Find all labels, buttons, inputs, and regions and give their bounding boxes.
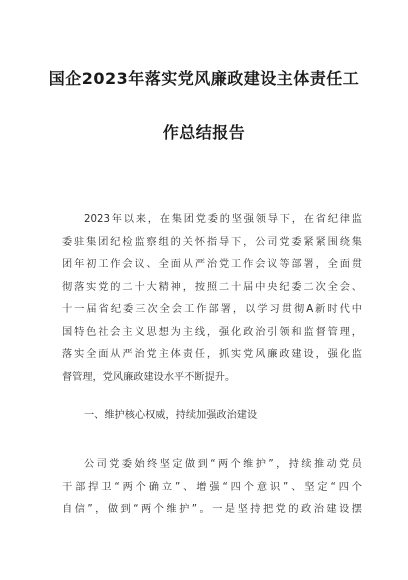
paragraph-line: 2023年以来，在集团党委的坚强领导下，在省纪律监 [84,214,362,225]
paragraph-line: 委驻集团纪检监察组的关怀指导下，公司党委紧紧围绕集 [62,236,362,248]
paragraph-line: 彻落实党的二十大精神，按照二十届中央纪委二次全会、 [62,281,362,293]
paragraph-line: 落实全面从严治党主体责任，抓实党风廉政建设，强化监 [62,349,362,360]
paragraph-line: 公司党委始终坚定做到“两个维护”，持续推动党员 [84,459,362,470]
document-title-line-1: 国企2023年落实党风廉政建设主体责任工 [48,69,360,88]
section-heading-1: 一、维护核心权威，持续加强政治建设 [84,410,258,421]
paragraph-line: 国特色社会主义思想为主线，强化政治引领和监督管理， [62,326,362,338]
paragraph-line: 督管理，党风廉政建设水平不断提升。 [62,371,236,383]
paragraph-line: 自信”，做到“两个维护”。一是坚持把党的政治建设摆 [62,504,362,515]
document-title-line-2: 作总结报告 [162,123,246,142]
paragraph-line: 团年初工作会议、全面从严治党工作会议等部署，全面贯 [62,259,362,270]
paragraph-line: 干部捍卫“两个确立”、增强“四个意识”、坚定“四个 [62,481,362,493]
paragraph-line: 十一届省纪委三次全会工作部署，以学习贯彻A新时代中 [62,304,362,315]
paragraph-intro [62,209,362,389]
paragraph-section-1 [62,454,362,522]
